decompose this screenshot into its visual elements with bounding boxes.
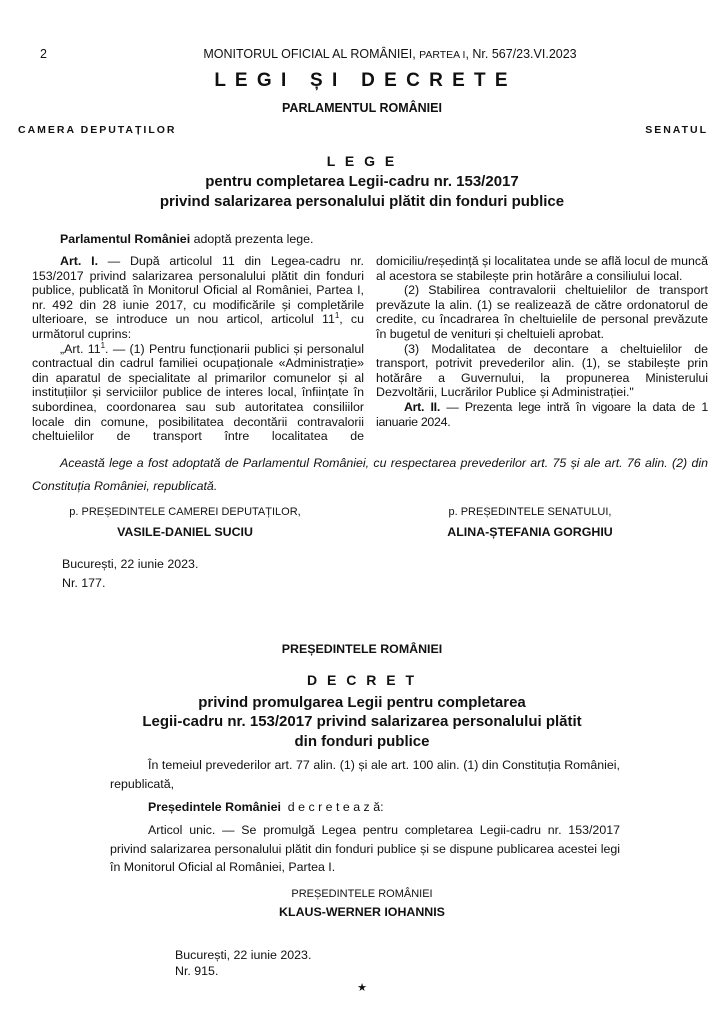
decree-formula-bold: Președintele României xyxy=(148,800,281,815)
decree-article: Articol unic. — Se promulgă Legea pentru completarea Legii-cadru nr. 153/2017 privind salarizarea personalului plătit din fonduri publice și se dispune publicarea acestei legi în Monitorul Oficial al României, Partea I. xyxy=(110,823,620,875)
decree-number: Nr. 915. xyxy=(175,963,219,978)
decree-type: D E C R E T xyxy=(306,671,417,688)
running-header xyxy=(150,47,630,61)
sup: 1 xyxy=(100,340,106,350)
law-title-line: privind salarizarea personalului plătit din fonduri publice xyxy=(159,193,565,210)
law-signatures xyxy=(0,502,724,546)
intro-bold: Parlamentul României xyxy=(60,232,191,246)
decree-title-line: Legii-cadru nr. 153/2017 privind salarizarea personalului plătit xyxy=(142,713,582,731)
paragraph-3: (3) Modalitatea de decontare a cheltuielilor de transport, potrivit prevederilor alin. (1), se stabilește prin hotărâre a Guvernului, la propunerea Ministerului Dezvoltării, Lucrărilor Publice și Administrației." xyxy=(376,341,708,400)
signature-senate xyxy=(410,502,650,542)
art-1-text: — După articolul 11 din Legea-cadru nr. 153/2017 privind salarizarea personalului plătit din fonduri publice, publicată în Monitorul Oficial al României, Partea I, nr. 492 din 28 iunie 2017, cu modificările și completările ulterioare, se introduce un nou articol, articolul 11 xyxy=(32,254,364,327)
law-place-date xyxy=(62,555,724,593)
end-star-icon: ★ xyxy=(357,981,367,994)
place-date: București, 22 iunie 2023. xyxy=(62,556,199,571)
publication-name: MONITORUL OFICIAL AL ROMÂNIEI, xyxy=(203,47,420,61)
decree-place-date xyxy=(175,947,724,979)
document-body xyxy=(0,254,724,995)
publication-part: PARTEA I xyxy=(419,49,466,61)
decree-signatory-title: PREȘEDINTELE ROMÂNIEI xyxy=(291,887,433,900)
decree-issuer: PREȘEDINTELE ROMÂNIEI xyxy=(281,641,443,656)
intro-rest: adoptă prezenta lege. xyxy=(190,232,314,246)
place-date: București, 22 iunie 2023. xyxy=(175,947,312,962)
decree-formula-rest: d e c r e t e a z ă: xyxy=(280,800,384,815)
section-title: L E G I Ș I D E C R E T E xyxy=(214,70,510,91)
art-11-label: „Art. 11 xyxy=(60,341,101,356)
page-number: 2 xyxy=(40,47,47,61)
art-11-text: . — (1) Pentru funcționarii publici și personalul contractual din cadrul familiei ocupaționale «Administrație» din aparatul de specialitate al primarilor comunelor și al instituțiilor și serviciilor publice de interes local, înființate în subordinea, coordonarea sau sub autoritatea consiliilor locale din comune, posibilitatea decontării contravalorii cheltuielilor de transport între localitatea de domiciliu/reședință și localitatea unde se află locul de muncă al acestora se stabilește prin hotărâre a consiliului local. xyxy=(32,254,708,444)
publication-issue: , Nr. 567/23.VI.2023 xyxy=(465,47,577,61)
signatory-title: p. PREȘEDINTELE SENATULUI, xyxy=(448,505,612,518)
chamber-left: CAMERA DEPUTAȚILOR xyxy=(18,124,177,136)
art-1-label: Art. I. xyxy=(60,254,99,268)
art-1-end: , cu următorul cuprins: xyxy=(32,312,364,341)
adoption-note: Această lege a fost adoptată de Parlamentul României, cu respectarea prevederilor art. 75 și ale art. 76 alin. (2) din Constituția României, republicată. xyxy=(32,455,708,493)
art-2 xyxy=(376,400,708,429)
signatory-name: VASILE-DANIEL SUCIU xyxy=(117,524,253,539)
art-2-text: — Prezenta lege intră în vigoare la data de 1 ianuarie 2024. xyxy=(376,399,708,429)
signatory-name: ALINA-ȘTEFANIA GORGHIU xyxy=(447,524,613,539)
decree-basis: În temeiul prevederilor art. 77 alin. (1) și ale art. 100 alin. (1) din Constituția României, republicată, xyxy=(110,758,620,791)
law-title-line: pentru completarea Legii-cadru nr. 153/2017 xyxy=(205,173,519,190)
law-type: L E G E xyxy=(326,153,398,169)
chamber-right: SENATUL xyxy=(645,124,708,136)
parliament-heading: PARLAMENTUL ROMÂNIEI xyxy=(282,101,442,115)
sup: 1 xyxy=(334,311,340,321)
law-intro xyxy=(60,232,313,246)
decree-title-line: din fonduri publice xyxy=(294,732,430,750)
decree-title xyxy=(0,693,724,752)
decree-title-line: privind promulgarea Legii pentru completarea xyxy=(198,693,526,711)
signature-chamber xyxy=(40,502,330,542)
art-2-label: Art. II. xyxy=(404,399,440,414)
art-1 xyxy=(32,254,364,342)
law-title xyxy=(0,172,724,212)
decree-formula xyxy=(148,798,724,816)
law-number: Nr. 177. xyxy=(62,575,106,590)
signatory-title: p. PREȘEDINTELE CAMEREI DEPUTAȚILOR, xyxy=(69,505,301,518)
law-body-columns xyxy=(32,254,708,444)
decree-signatory-name: KLAUS-WERNER IOHANNIS xyxy=(279,904,445,919)
paragraph-2: (2) Stabilirea contravalorii cheltuielilor de transport prevăzute la alin. (1) se realizează de către ordonatorul de credite, cu încadrarea în cheltuielile de personal prevăzute în bugetul de venituri și cheltuieli aprobat. xyxy=(376,283,708,341)
